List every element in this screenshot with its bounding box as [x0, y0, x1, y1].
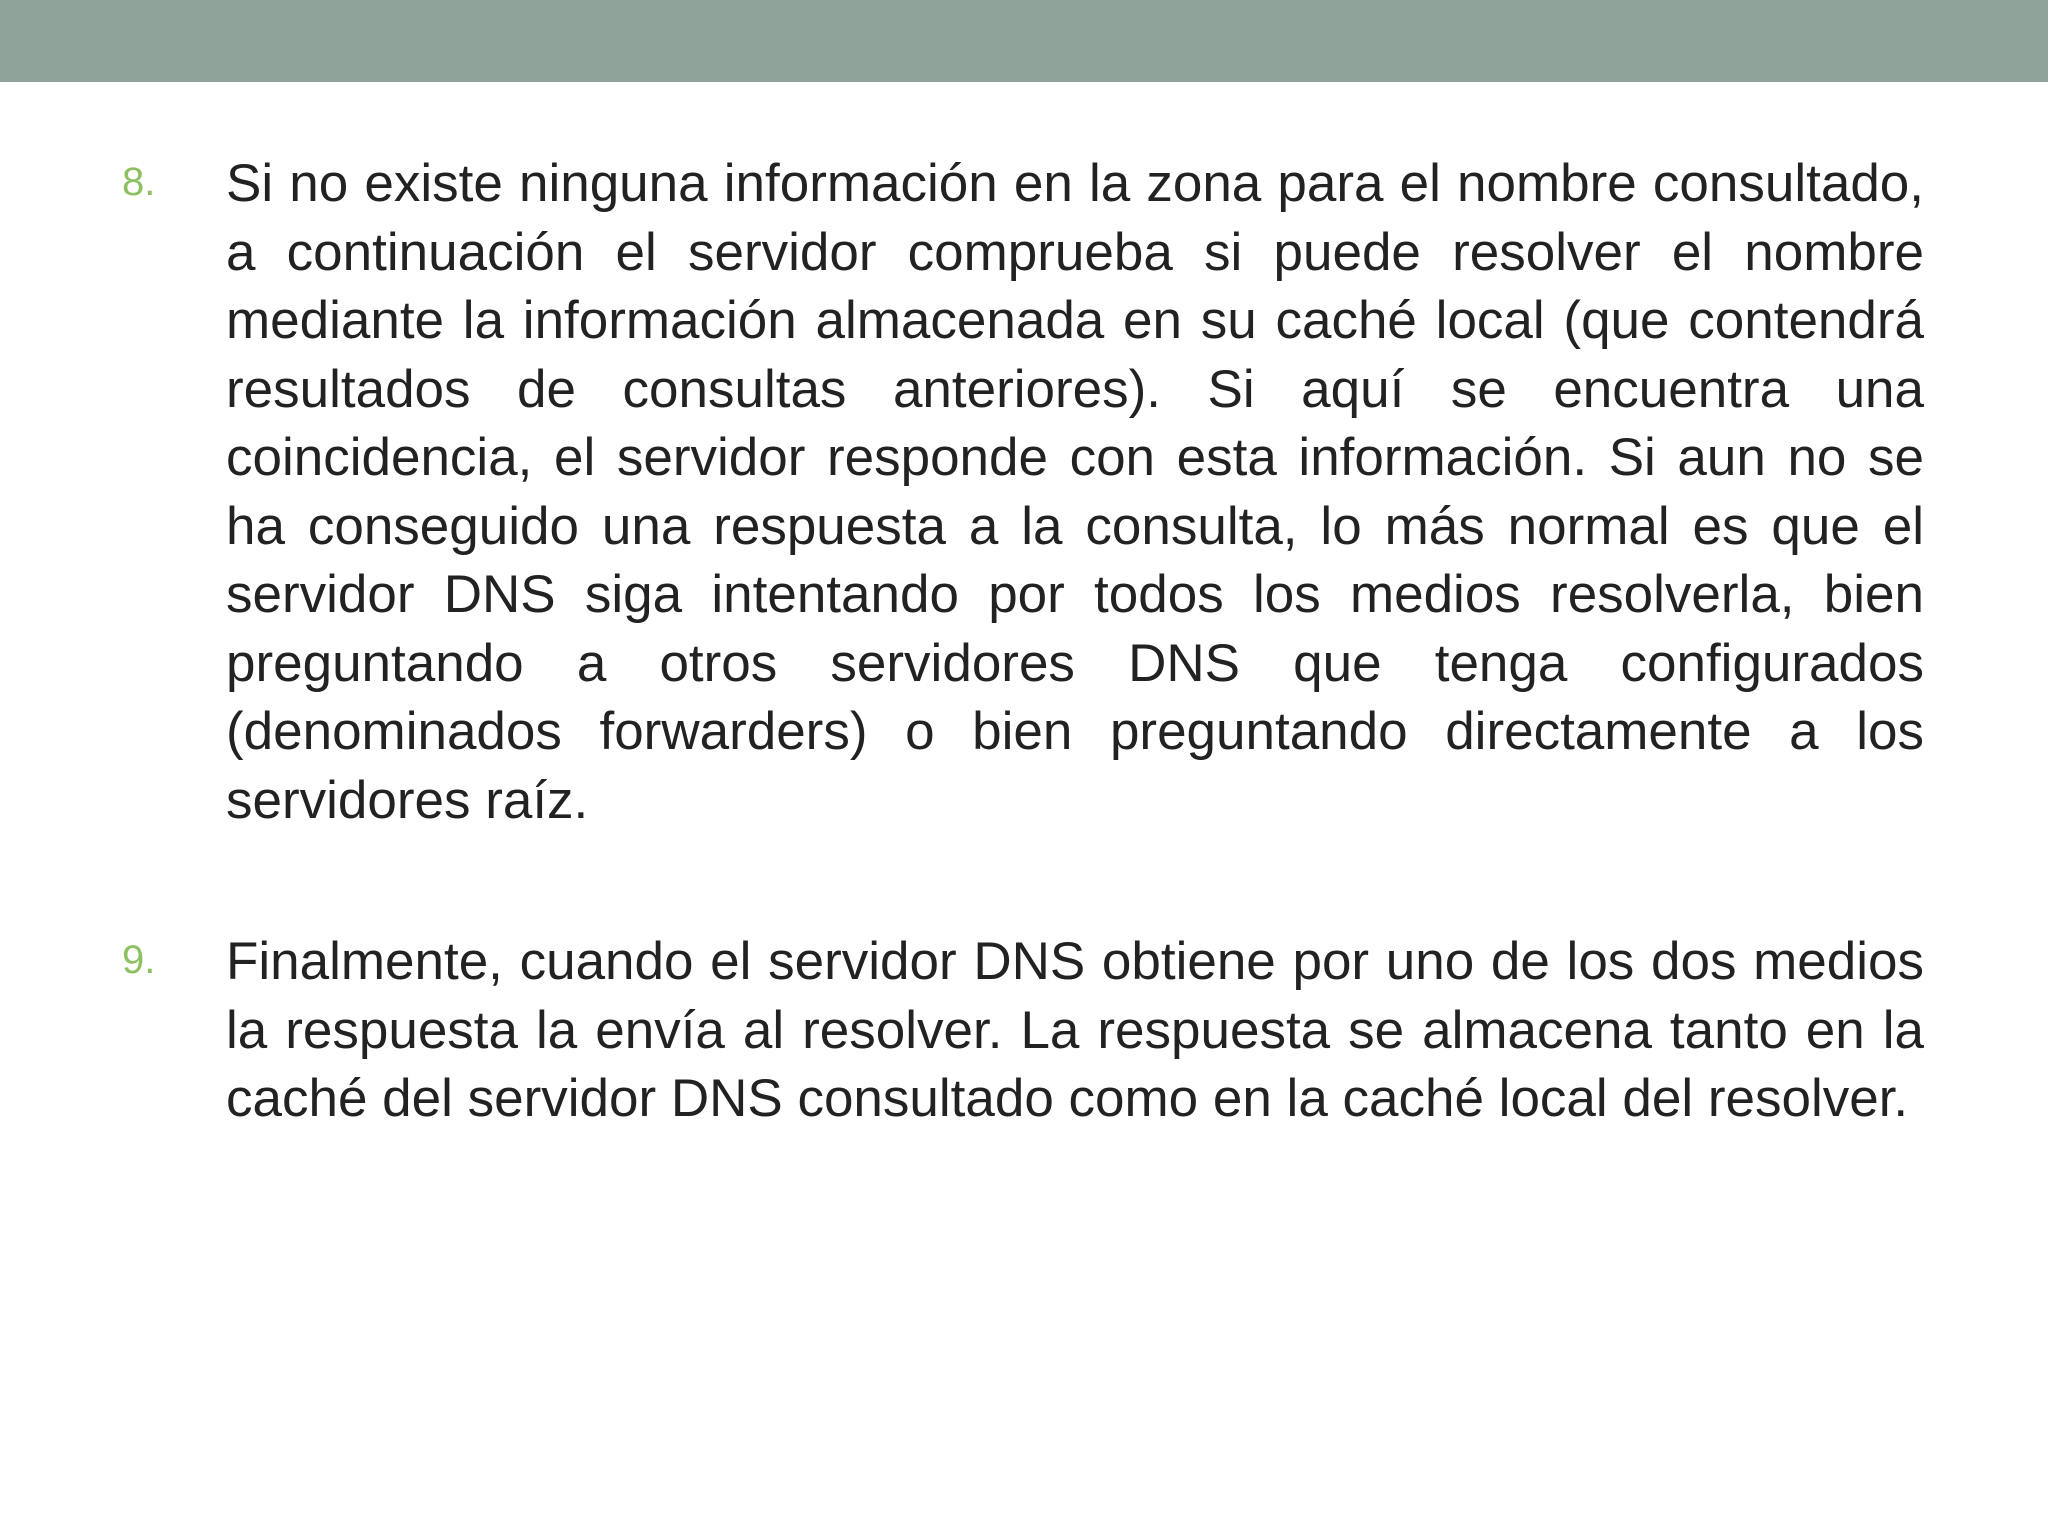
list-item-number: 9.	[122, 938, 156, 982]
list-item-text: Si no existe ninguna información en la zona para el nombre consultado, a continuación el servidor comprueba si puede resolver el nombre mediante la información almacenada en su caché local (que contendrá resultados de consultas anteriores). Si aquí se encuentra una coincidencia, el servidor responde con esta información. Si aun no se ha conseguido una respuesta a la consulta, lo más normal es que el servidor DNS siga intentando por todos los medios resolverla, bien preguntando a otros servidores DNS que tenga configurados (denominados forwarders) o bien preguntando directamente a los servidores raíz.	[226, 154, 1924, 830]
list-item-number: 8.	[122, 160, 156, 204]
list-item-text: Finalmente, cuando el servidor DNS obtiene por uno de los dos medios la respuesta la envía al resolver. La respuesta se almacena tanto en la caché del servidor DNS consultado como en la caché local del resolver.	[226, 932, 1924, 1128]
slide-header-bar	[0, 0, 2048, 82]
